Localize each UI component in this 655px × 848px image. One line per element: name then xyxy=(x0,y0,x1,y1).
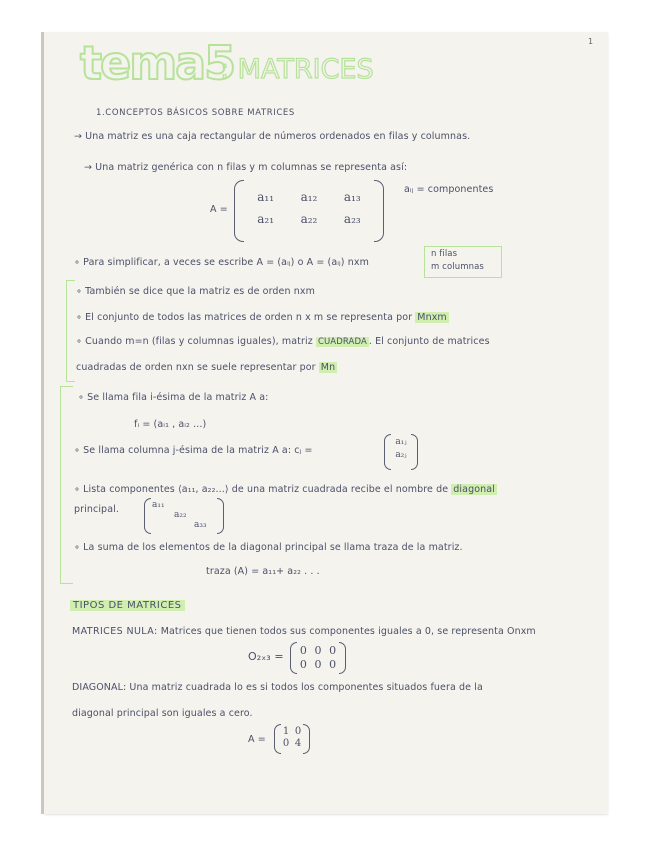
matrix-cell: 0 xyxy=(299,644,307,657)
green-bracket-1 xyxy=(66,280,75,382)
line-3: ∘ Para simplificar, a veces se escribe A = (aᵢⱼ) o A = (aᵢⱼ) nxm xyxy=(74,257,369,268)
notebook-page xyxy=(44,32,608,814)
diagonal-sketch xyxy=(144,498,224,534)
right-paren xyxy=(411,434,418,470)
title-subtitle: : MATRICES xyxy=(220,54,374,85)
nula-label: MATRICES NULA: xyxy=(72,626,158,637)
line-6-text: ∘ Cuando m=n (filas y columnas iguales), matriz xyxy=(76,336,313,347)
line-14: traza (A) = a₁₁+ a₂₂ . . . xyxy=(206,566,320,577)
matrix-a-lhs: A = xyxy=(210,204,228,215)
line-6 xyxy=(76,336,490,347)
line-1: → Una matriz es una caja rectangular de números ordenados en filas y columnas. xyxy=(74,131,471,142)
line-9: fᵢ = (aᵢ₁ , aᵢ₂ ...) xyxy=(134,419,207,430)
diag-matrix-lhs: A = xyxy=(248,734,266,745)
page-number: 1 xyxy=(588,37,594,46)
matrix-cell: 1 xyxy=(282,726,290,737)
matrix-cell: a₁₂ xyxy=(300,190,318,204)
matrix-cell: a₂₃ xyxy=(343,212,361,226)
diagonal-text-1: Una matriz cuadrada lo es si todos los componentes situados fuera de la xyxy=(129,682,483,693)
matrix-cell: a₂₁ xyxy=(257,212,275,226)
mnxm-highlight: Mnxm xyxy=(417,312,447,323)
tipos-heading: TIPOS DE MATRICES xyxy=(70,600,185,611)
matrix-cell: 0 xyxy=(329,644,337,657)
nula-line xyxy=(72,626,536,637)
diagonal-line-2: diagonal principal son iguales a cero. xyxy=(72,708,253,719)
matrix-cell: 0 xyxy=(314,644,322,657)
matrix-cell: a₁₃ xyxy=(343,190,361,204)
column-vector xyxy=(384,434,418,470)
box-columnas: m columnas xyxy=(431,262,484,272)
line-11-text: ∘ Lista componentes ⟨a₁₁, a₂₂...⟩ de una matriz cuadrada recibe el nombre de xyxy=(74,484,449,495)
line-4: ∘ También se dice que la matriz es de orden nxm xyxy=(76,286,315,297)
matrix-cell: a₁₁ xyxy=(257,190,275,204)
line-6-tail: . El conjunto de matrices xyxy=(368,336,490,347)
right-paren xyxy=(374,180,384,242)
line-2: → Una matriz genérica con n filas y m columnas se representa así: xyxy=(84,162,408,173)
filas-columnas-box xyxy=(424,246,502,278)
title-text: tema5 xyxy=(80,36,235,90)
diag-entry: a₁₁ xyxy=(152,500,165,510)
line-7-text: cuadradas de orden nxn se suele representar por xyxy=(76,362,316,373)
aij-note: aᵢⱼ = componentes xyxy=(404,184,494,195)
zero-matrix-lhs: O₂ₓ₃ = xyxy=(248,650,284,663)
line-8: ∘ Se llama fila i-ésima de la matriz A a: xyxy=(78,392,269,403)
line-10: ∘ Se llama columna j-ésima de la matriz A a: cⱼ = xyxy=(74,445,313,456)
line-5-text: ∘ El conjunto de todos las matrices de orden n x m se representa por xyxy=(76,312,413,323)
vector-cell: a₂ⱼ xyxy=(395,450,407,460)
vector-cell: a₁ⱼ xyxy=(395,437,407,447)
line-11 xyxy=(74,484,497,495)
right-paren xyxy=(217,498,224,534)
cuadrada-highlight: CUADRADA xyxy=(317,337,367,347)
right-paren xyxy=(303,724,310,754)
diagonal-line-1 xyxy=(72,682,483,693)
title-main xyxy=(80,36,234,90)
diagonal-highlight: diagonal xyxy=(453,484,495,495)
diagonal-label: DIAGONAL: xyxy=(72,682,127,693)
matrix-cell: a₂₂ xyxy=(300,212,318,226)
matrix-a xyxy=(234,180,384,242)
line-5 xyxy=(76,312,449,323)
right-paren xyxy=(339,642,346,674)
line-7 xyxy=(76,362,337,373)
matrix-cell: 0 xyxy=(314,658,322,671)
left-paren xyxy=(234,180,244,242)
section-heading: 1.CONCEPTOS BÁSICOS SOBRE MATRICES xyxy=(96,108,295,118)
nula-text: Matrices que tienen todos sus componentes iguales a 0, se representa Onxm xyxy=(160,626,536,637)
line-13: ∘ La suma de los elementos de la diagonal principal se llama traza de la matriz. xyxy=(74,542,463,553)
diag-entry: a₂₂ xyxy=(174,510,187,520)
diag-matrix xyxy=(274,724,310,754)
green-bracket-2 xyxy=(60,386,73,584)
box-filas: n filas xyxy=(431,249,458,259)
mn-highlight: Mn xyxy=(320,362,336,373)
matrix-cell: 4 xyxy=(294,738,302,749)
zero-matrix xyxy=(290,642,346,674)
diag-entry: a₃₃ xyxy=(194,520,207,530)
matrix-cell: 0 xyxy=(282,738,290,749)
matrix-cell: 0 xyxy=(294,726,302,737)
matrix-cell: 0 xyxy=(329,658,337,671)
left-paren xyxy=(144,498,151,534)
matrix-cell: 0 xyxy=(299,658,307,671)
line-12: principal. xyxy=(74,504,119,515)
